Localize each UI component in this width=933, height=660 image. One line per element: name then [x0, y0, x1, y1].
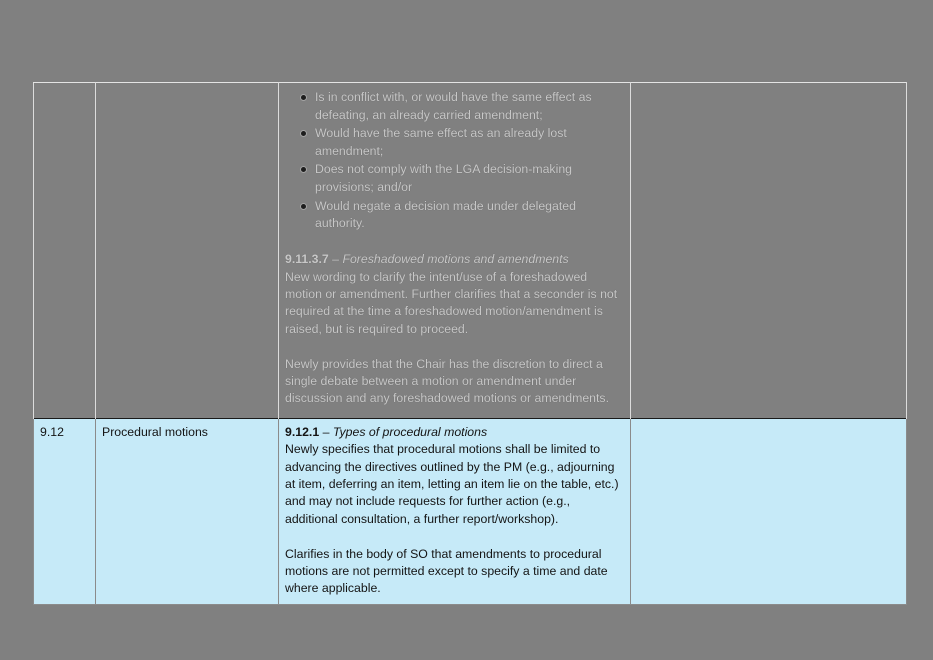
changes-table	[33, 82, 907, 605]
clause-number: 9.12.1	[285, 424, 320, 439]
cell-summary	[279, 83, 631, 419]
list-item: Would negate a decision made under delegated authority.	[315, 198, 624, 233]
list-item: Would have the same effect as an already lost amendment;	[315, 125, 624, 160]
list-item: Does not comply with the LGA decision-making provisions; and/or	[315, 161, 624, 196]
clause-block	[285, 424, 624, 441]
clause-title: Foreshadowed motions and amendments	[342, 252, 569, 267]
clause-dash: –	[319, 424, 333, 439]
cell-topic	[96, 83, 279, 419]
paragraph-spacer	[285, 338, 624, 355]
cell-comments	[631, 83, 907, 419]
clause-block	[285, 251, 624, 268]
clause-title: Types of procedural motions	[332, 424, 488, 439]
table-row	[34, 83, 907, 419]
cell-clause-ref	[34, 83, 96, 419]
cell-summary	[279, 418, 631, 604]
cell-clause-ref: 9.12	[34, 418, 96, 604]
clause-body: Newly provides that the Chair has the discretion to direct a single debate between a motion or amendment under discussion and any foreshadowed motions or amendments.	[285, 356, 610, 406]
clause-body: Clarifies in the body of SO that amendments to procedural motions are not permitted except to specify a time and date where applicable.	[285, 546, 608, 596]
cell-comments	[631, 418, 907, 604]
clause-dash: –	[328, 252, 343, 267]
clause-number: 9.11.3.7	[285, 252, 329, 267]
paragraph-spacer	[285, 528, 624, 545]
cell-topic: Procedural motions	[96, 418, 279, 604]
table-row	[34, 418, 907, 604]
clause-body: Newly specifies that procedural motions shall be limited to advancing the directives outlined by the PM (e.g., adjourning at item, deferring an item, letting an item lie on the table, etc.) and may not include requests for further action (e.g., additional consultation, a further report/workshop).	[285, 442, 619, 526]
bullet-list	[285, 89, 624, 233]
list-item: Is in conflict with, or would have the same effect as defeating, an already carried amendment;	[315, 89, 624, 124]
clause-body: New wording to clarify the intent/use of a foreshadowed motion or amendment. Further clarifies that a seconder is not required at the time a foreshadowed motion/amendment is raised, but is required to proceed.	[285, 269, 618, 336]
paragraph-spacer	[285, 234, 624, 251]
